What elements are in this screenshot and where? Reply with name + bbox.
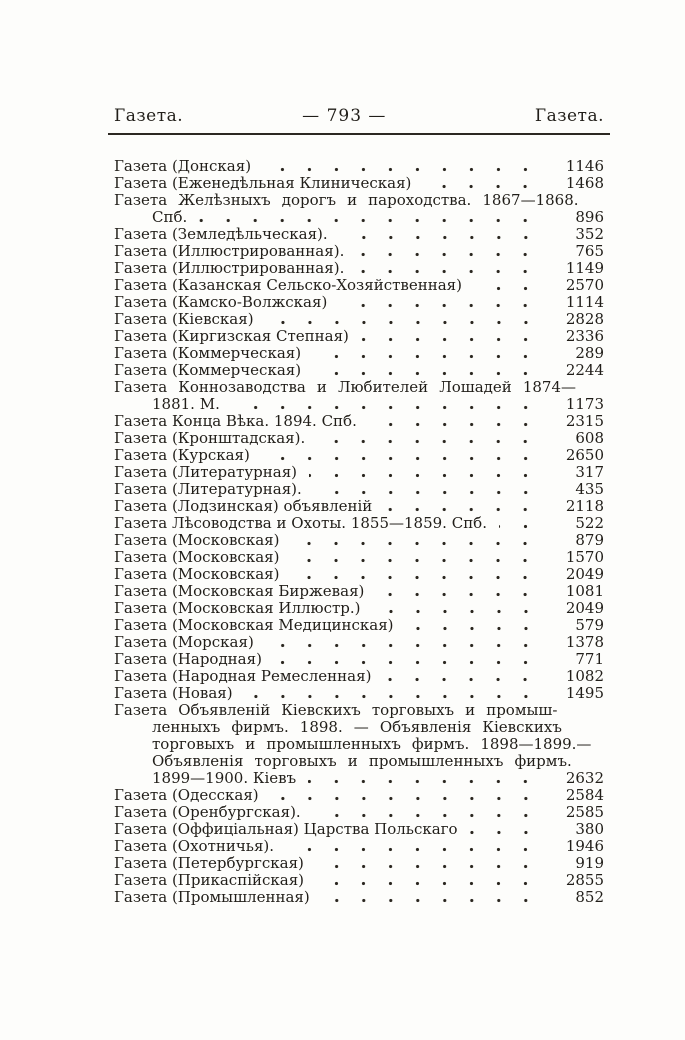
page-number: — 793 — <box>302 106 387 126</box>
dot-leader <box>266 320 550 325</box>
entry-page-number: 2828 <box>565 310 604 328</box>
dot-leader <box>232 405 550 410</box>
index-entry <box>114 685 604 702</box>
dot-leader <box>470 830 550 835</box>
dot-leader <box>373 609 550 614</box>
entry-title: Газета (Иллюстрированная). <box>114 242 345 260</box>
entry-page-number: 2570 <box>565 276 604 294</box>
dot-leader <box>309 473 550 478</box>
entry-page-number: 1173 <box>565 395 604 413</box>
dot-leader <box>245 694 550 699</box>
running-title-right: Газета. <box>534 106 604 126</box>
entry-page-number: 1495 <box>565 684 604 702</box>
entry-last-line <box>114 413 604 430</box>
entry-title: Газета (Курская) <box>114 446 250 464</box>
dot-leader <box>313 813 550 818</box>
entry-page-number: 2244 <box>565 361 604 379</box>
entry-last-line <box>114 515 604 532</box>
entry-page-number: 919 <box>575 854 604 872</box>
dot-leader <box>322 898 550 903</box>
dot-leader <box>356 269 550 274</box>
entry-title: Газета (Московская Иллюстр.) <box>114 599 361 617</box>
dot-leader <box>271 796 550 801</box>
index-entry <box>114 311 604 328</box>
entry-last-line <box>114 226 604 243</box>
entry-page-number: 1081 <box>565 582 604 600</box>
entry-title: Газета (Донская) <box>114 157 252 175</box>
dot-leader <box>291 541 550 546</box>
index-entry <box>114 821 604 838</box>
entry-title: Газета (Коммерческая) <box>114 344 302 362</box>
index-entry <box>114 532 604 549</box>
entry-title: Газета (Коммерческая) <box>114 361 302 379</box>
entry-page-number: 1468 <box>565 174 604 192</box>
entry-title: Газета (Московская Биржевая) <box>114 582 365 600</box>
entry-last-line <box>114 685 604 702</box>
dot-leader <box>274 660 550 665</box>
entry-last-line <box>114 549 604 566</box>
entry-page-number: 352 <box>575 225 604 243</box>
entry-page-number: 2584 <box>565 786 604 804</box>
entry-last-line <box>114 294 604 311</box>
entry-last-line <box>114 158 604 175</box>
index-entry <box>114 379 604 413</box>
dot-leader <box>314 490 550 495</box>
dot-leader <box>313 354 550 359</box>
index-entry <box>114 328 604 345</box>
entry-page-number: 579 <box>575 616 604 634</box>
dot-leader <box>423 184 550 189</box>
entry-title: Газета (Киргизская Степная) <box>114 327 349 345</box>
entry-last-line <box>114 396 604 413</box>
entry-title: Газета Конца Вѣка. 1894. Спб. <box>114 412 357 430</box>
entry-last-line <box>114 311 604 328</box>
entry-title: Газета (Литературная). <box>114 480 302 498</box>
index-entry <box>114 634 604 651</box>
entry-page-number: 2855 <box>565 871 604 889</box>
index-entry <box>114 345 604 362</box>
index-entry <box>114 617 604 634</box>
index-entry <box>114 804 604 821</box>
dot-leader <box>474 286 550 291</box>
entry-title: 1899—1900. Кіевъ <box>152 769 297 787</box>
entry-title: Газета (Морская) <box>114 633 254 651</box>
entry-title: Газета (Кронштадская). <box>114 429 306 447</box>
entry-last-line <box>114 175 604 192</box>
index-entry <box>114 277 604 294</box>
index-entry <box>114 651 604 668</box>
entry-title: Газета (Московская Медицинская) <box>114 616 394 634</box>
entry-last-line <box>114 277 604 294</box>
dot-leader <box>317 439 550 444</box>
entry-page-number: 2632 <box>565 769 604 787</box>
page-header <box>114 106 604 126</box>
entry-page-number: 771 <box>575 650 604 668</box>
dot-leader <box>286 847 550 852</box>
index-entry <box>114 260 604 277</box>
entry-title: Газета (Промышленная) <box>114 888 310 906</box>
entry-page-number: 2049 <box>565 599 604 617</box>
dot-leader <box>291 575 550 580</box>
dot-leader <box>263 167 550 172</box>
dot-leader <box>406 626 550 631</box>
entry-title: Газета (Лодзинская) объявленій <box>114 497 373 515</box>
entry-last-line <box>114 345 604 362</box>
entry-title: Газета (Народная) <box>114 650 262 668</box>
entry-last-line <box>114 362 604 379</box>
entry-last-line <box>114 464 604 481</box>
entry-page-number: 1946 <box>565 837 604 855</box>
entry-title: Газета (Новая) <box>114 684 233 702</box>
entry-title: Газета (Прикаспійская) <box>114 871 305 889</box>
dot-leader <box>356 252 550 257</box>
index-entry <box>114 549 604 566</box>
index-entry <box>114 872 604 889</box>
index-entry <box>114 600 604 617</box>
entry-title: Газета (Камско-Волжская) <box>114 293 328 311</box>
dot-leader <box>499 524 550 529</box>
entry-page-number: 1114 <box>565 293 604 311</box>
entry-page-number: 1378 <box>565 633 604 651</box>
entry-last-line <box>114 889 604 906</box>
dot-leader <box>316 881 550 886</box>
entry-title: Газета (Московская) <box>114 531 280 549</box>
entry-title: Газета (Земледѣльческая). <box>114 225 328 243</box>
dot-leader <box>199 218 550 223</box>
entry-text-line: Газета Желѣзныхъ дорогъ и пароходства. 1867—1868. <box>114 191 579 209</box>
entry-last-line <box>114 770 604 787</box>
running-title-left: Газета. <box>114 106 184 126</box>
entry-title: Газета (Иллюстрированная). <box>114 259 345 277</box>
entry-title: Газета (Охотничья). <box>114 837 275 855</box>
entry-page-number: 1082 <box>565 667 604 685</box>
entry-page-number: 2049 <box>565 565 604 583</box>
entry-page-number: 1146 <box>565 157 604 175</box>
index-list <box>114 158 604 906</box>
index-entry <box>114 158 604 175</box>
entry-last-line <box>114 209 604 226</box>
index-entry <box>114 413 604 430</box>
index-entry <box>114 515 604 532</box>
index-entry <box>114 889 604 906</box>
entry-title: Газета (Московская) <box>114 565 280 583</box>
dot-leader <box>266 643 550 648</box>
entry-last-line <box>114 328 604 345</box>
entry-title: Газета (Казанская Сельско-Хозяйственная) <box>114 276 462 294</box>
index-entry <box>114 175 604 192</box>
dot-leader <box>339 303 550 308</box>
entry-last-line <box>114 855 604 872</box>
entry-page-number: 435 <box>575 480 604 498</box>
entry-title: Газета (Оффиціальная) Царства Польскаго <box>114 820 458 838</box>
entry-text-line: Газета Объявленій Кіевскихъ торговыхъ и промыш- <box>114 701 558 719</box>
entry-page-number: 765 <box>575 242 604 260</box>
index-entry <box>114 498 604 515</box>
entry-page-number: 608 <box>575 429 604 447</box>
entry-last-line <box>114 821 604 838</box>
entry-text-line: ленныхъ фирмъ. 1898. — Объявленія Кіевскихъ <box>152 718 562 736</box>
entry-page-number: 2585 <box>565 803 604 821</box>
entry-last-line <box>114 481 604 498</box>
entry-last-line <box>114 583 604 600</box>
entry-last-line <box>114 838 604 855</box>
entry-page-number: 522 <box>575 514 604 532</box>
dot-leader <box>340 235 550 240</box>
entry-text-line: Газета Коннозаводства и Любителей Лошадей 1874— <box>114 378 577 396</box>
index-entry <box>114 566 604 583</box>
entry-page-number: 2650 <box>565 446 604 464</box>
entry-last-line <box>114 566 604 583</box>
index-entry <box>114 583 604 600</box>
entry-text-line: торговыхъ и промышленныхъ фирмъ. 1898—1899.— <box>152 735 592 753</box>
entry-title: 1881. М. <box>152 395 220 413</box>
entry-page-number: 2336 <box>565 327 604 345</box>
index-entry <box>114 787 604 804</box>
entry-title: Газета (Еженедѣльная Клиническая) <box>114 174 412 192</box>
dot-leader <box>384 507 550 512</box>
entry-last-line <box>114 651 604 668</box>
dot-leader <box>262 456 550 461</box>
index-entry <box>114 294 604 311</box>
entry-page-number: 879 <box>575 531 604 549</box>
index-entry <box>114 447 604 464</box>
dot-leader <box>308 779 550 784</box>
entry-title: Газета (Петербургская) <box>114 854 304 872</box>
entry-page-number: 852 <box>575 888 604 906</box>
index-entry <box>114 855 604 872</box>
index-entry <box>114 430 604 447</box>
entry-page-number: 289 <box>575 344 604 362</box>
entry-title: Газета (Народная Ремесленная) <box>114 667 372 685</box>
entry-last-line <box>114 498 604 515</box>
dot-leader <box>316 864 550 869</box>
entry-last-line <box>114 872 604 889</box>
index-entry <box>114 243 604 260</box>
entry-last-line <box>114 447 604 464</box>
entry-last-line <box>114 617 604 634</box>
index-entry <box>114 192 604 226</box>
entry-title: Спб. <box>152 208 188 226</box>
header-rule <box>108 133 610 135</box>
entry-last-line <box>114 668 604 685</box>
entry-last-line <box>114 243 604 260</box>
entry-title: Газета Лѣсоводства и Охоты. 1855—1859. Спб. <box>114 514 487 532</box>
dot-leader <box>376 592 550 597</box>
entry-title: Газета (Московская) <box>114 548 280 566</box>
entry-page-number: 1570 <box>565 548 604 566</box>
entry-text-line: Объявленія торговыхъ и промышленныхъ фирмъ. <box>152 752 572 770</box>
entry-title: Газета (Оренбургская). <box>114 803 301 821</box>
dot-leader <box>361 337 550 342</box>
index-entry <box>114 464 604 481</box>
dot-leader <box>313 371 550 376</box>
entry-last-line <box>114 600 604 617</box>
entry-last-line <box>114 430 604 447</box>
entry-title: Газета (Одесская) <box>114 786 259 804</box>
entry-last-line <box>114 260 604 277</box>
entry-page-number: 1149 <box>565 259 604 277</box>
entry-last-line <box>114 634 604 651</box>
entry-page-number: 896 <box>575 208 604 226</box>
index-entry <box>114 362 604 379</box>
index-entry <box>114 226 604 243</box>
entry-page-number: 317 <box>575 463 604 481</box>
entry-last-line <box>114 532 604 549</box>
index-entry <box>114 668 604 685</box>
entry-last-line <box>114 804 604 821</box>
dot-leader <box>291 558 550 563</box>
index-entry <box>114 838 604 855</box>
entry-last-line <box>114 787 604 804</box>
entry-page-number: 2315 <box>565 412 604 430</box>
entry-page-number: 2118 <box>565 497 604 515</box>
entry-title: Газета (Кіевская) <box>114 310 254 328</box>
entry-title: Газета (Литературная) <box>114 463 298 481</box>
index-entry <box>114 702 604 787</box>
dot-leader <box>383 677 550 682</box>
dot-leader <box>369 422 550 427</box>
entry-page-number: 380 <box>575 820 604 838</box>
index-entry <box>114 481 604 498</box>
